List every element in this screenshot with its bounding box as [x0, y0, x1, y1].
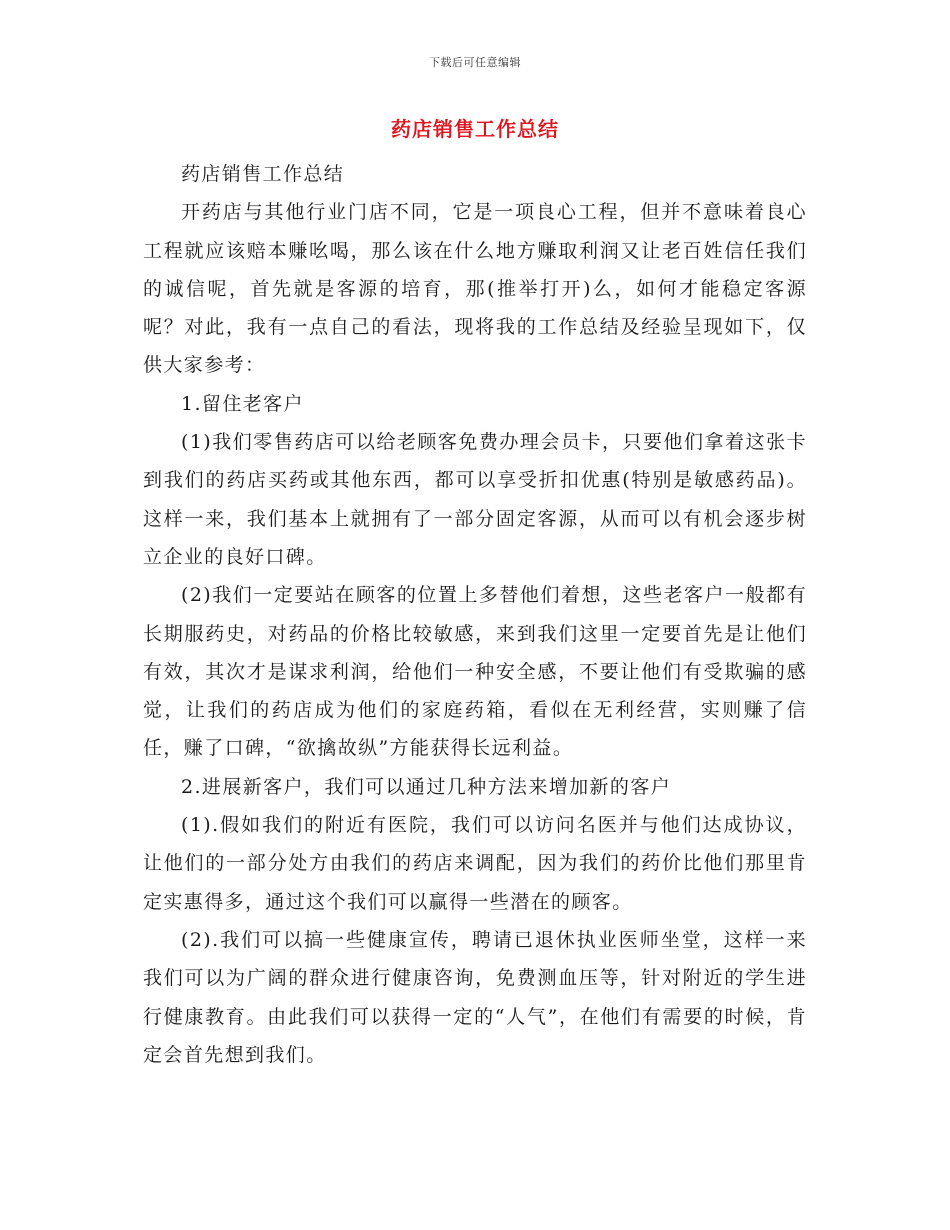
section-heading-retain-customers: 1.留住老客户 [181, 392, 304, 415]
paragraph-hospital-cooperation: (1).假如我们的附近有医院，我们可以访问名医并与他们达成协议，让他们的一部分处方由我们的药店来调配，因为我们的药价比他们那里肯定实惠得多，通过这个我们可以赢得一些潜在的顾客。 [143, 814, 807, 913]
section-heading-new-customers: 2.进展新客户，我们可以通过几种方法来增加新的客户 [181, 775, 672, 798]
paragraph-subtitle: 药店销售工作总结 [181, 163, 345, 185]
paragraph-intro: 开药店与其他行业门店不同，它是一项良心工程，但并不意味着良心工程就应该赔本赚吆喝，那么该在什么地方赚取利润又让老百姓信任我们的诚信呢，首先就是客源的培育，那(推举打开)么，如何才能稳定客源呢？对此，我有一点自己的看法，现将我的工作总结及经验呈现如下，仅供大家参考： [143, 201, 807, 377]
header-note: 下载后可任意编辑 [429, 56, 521, 69]
paragraph-membership-card: (1)我们零售药店可以给老顾客免费办理会员卡，只要他们拿着这张卡到我们的药店买药或其他东西，都可以享受折扣优惠(特别是敏感药品)。这样一来，我们基本上就拥有了一部分固定客源，从而可以有机会逐步树立企业的良好口碑。 [143, 431, 807, 568]
paragraph-health-promotion: (2).我们可以搞一些健康宣传，聘请已退休执业医师坐堂，这样一来我们可以为广阔的群众进行健康咨询，免费测血压等，针对附近的学生进行健康教育。由此我们可以获得一定的“人气”，在他们有需要的时候，肯定会首先想到我们。 [143, 928, 807, 1066]
document-body [143, 155, 807, 1074]
document-title: 药店销售工作总结 [391, 117, 559, 141]
paragraph-customer-care: (2)我们一定要站在顾客的位置上多替他们着想，这些老客户一般都有长期服药史，对药品的价格比较敏感，来到我们这里一定要首先是让他们有效，其次才是谋求利润，给他们一种安全感，不要让他们有受欺骗的感觉，让我们的药店成为他们的家庭药箱，看似在无利经营，实则赚了信任，赚了口碑，“欲擒故纵”方能获得长远利益。 [143, 584, 807, 760]
